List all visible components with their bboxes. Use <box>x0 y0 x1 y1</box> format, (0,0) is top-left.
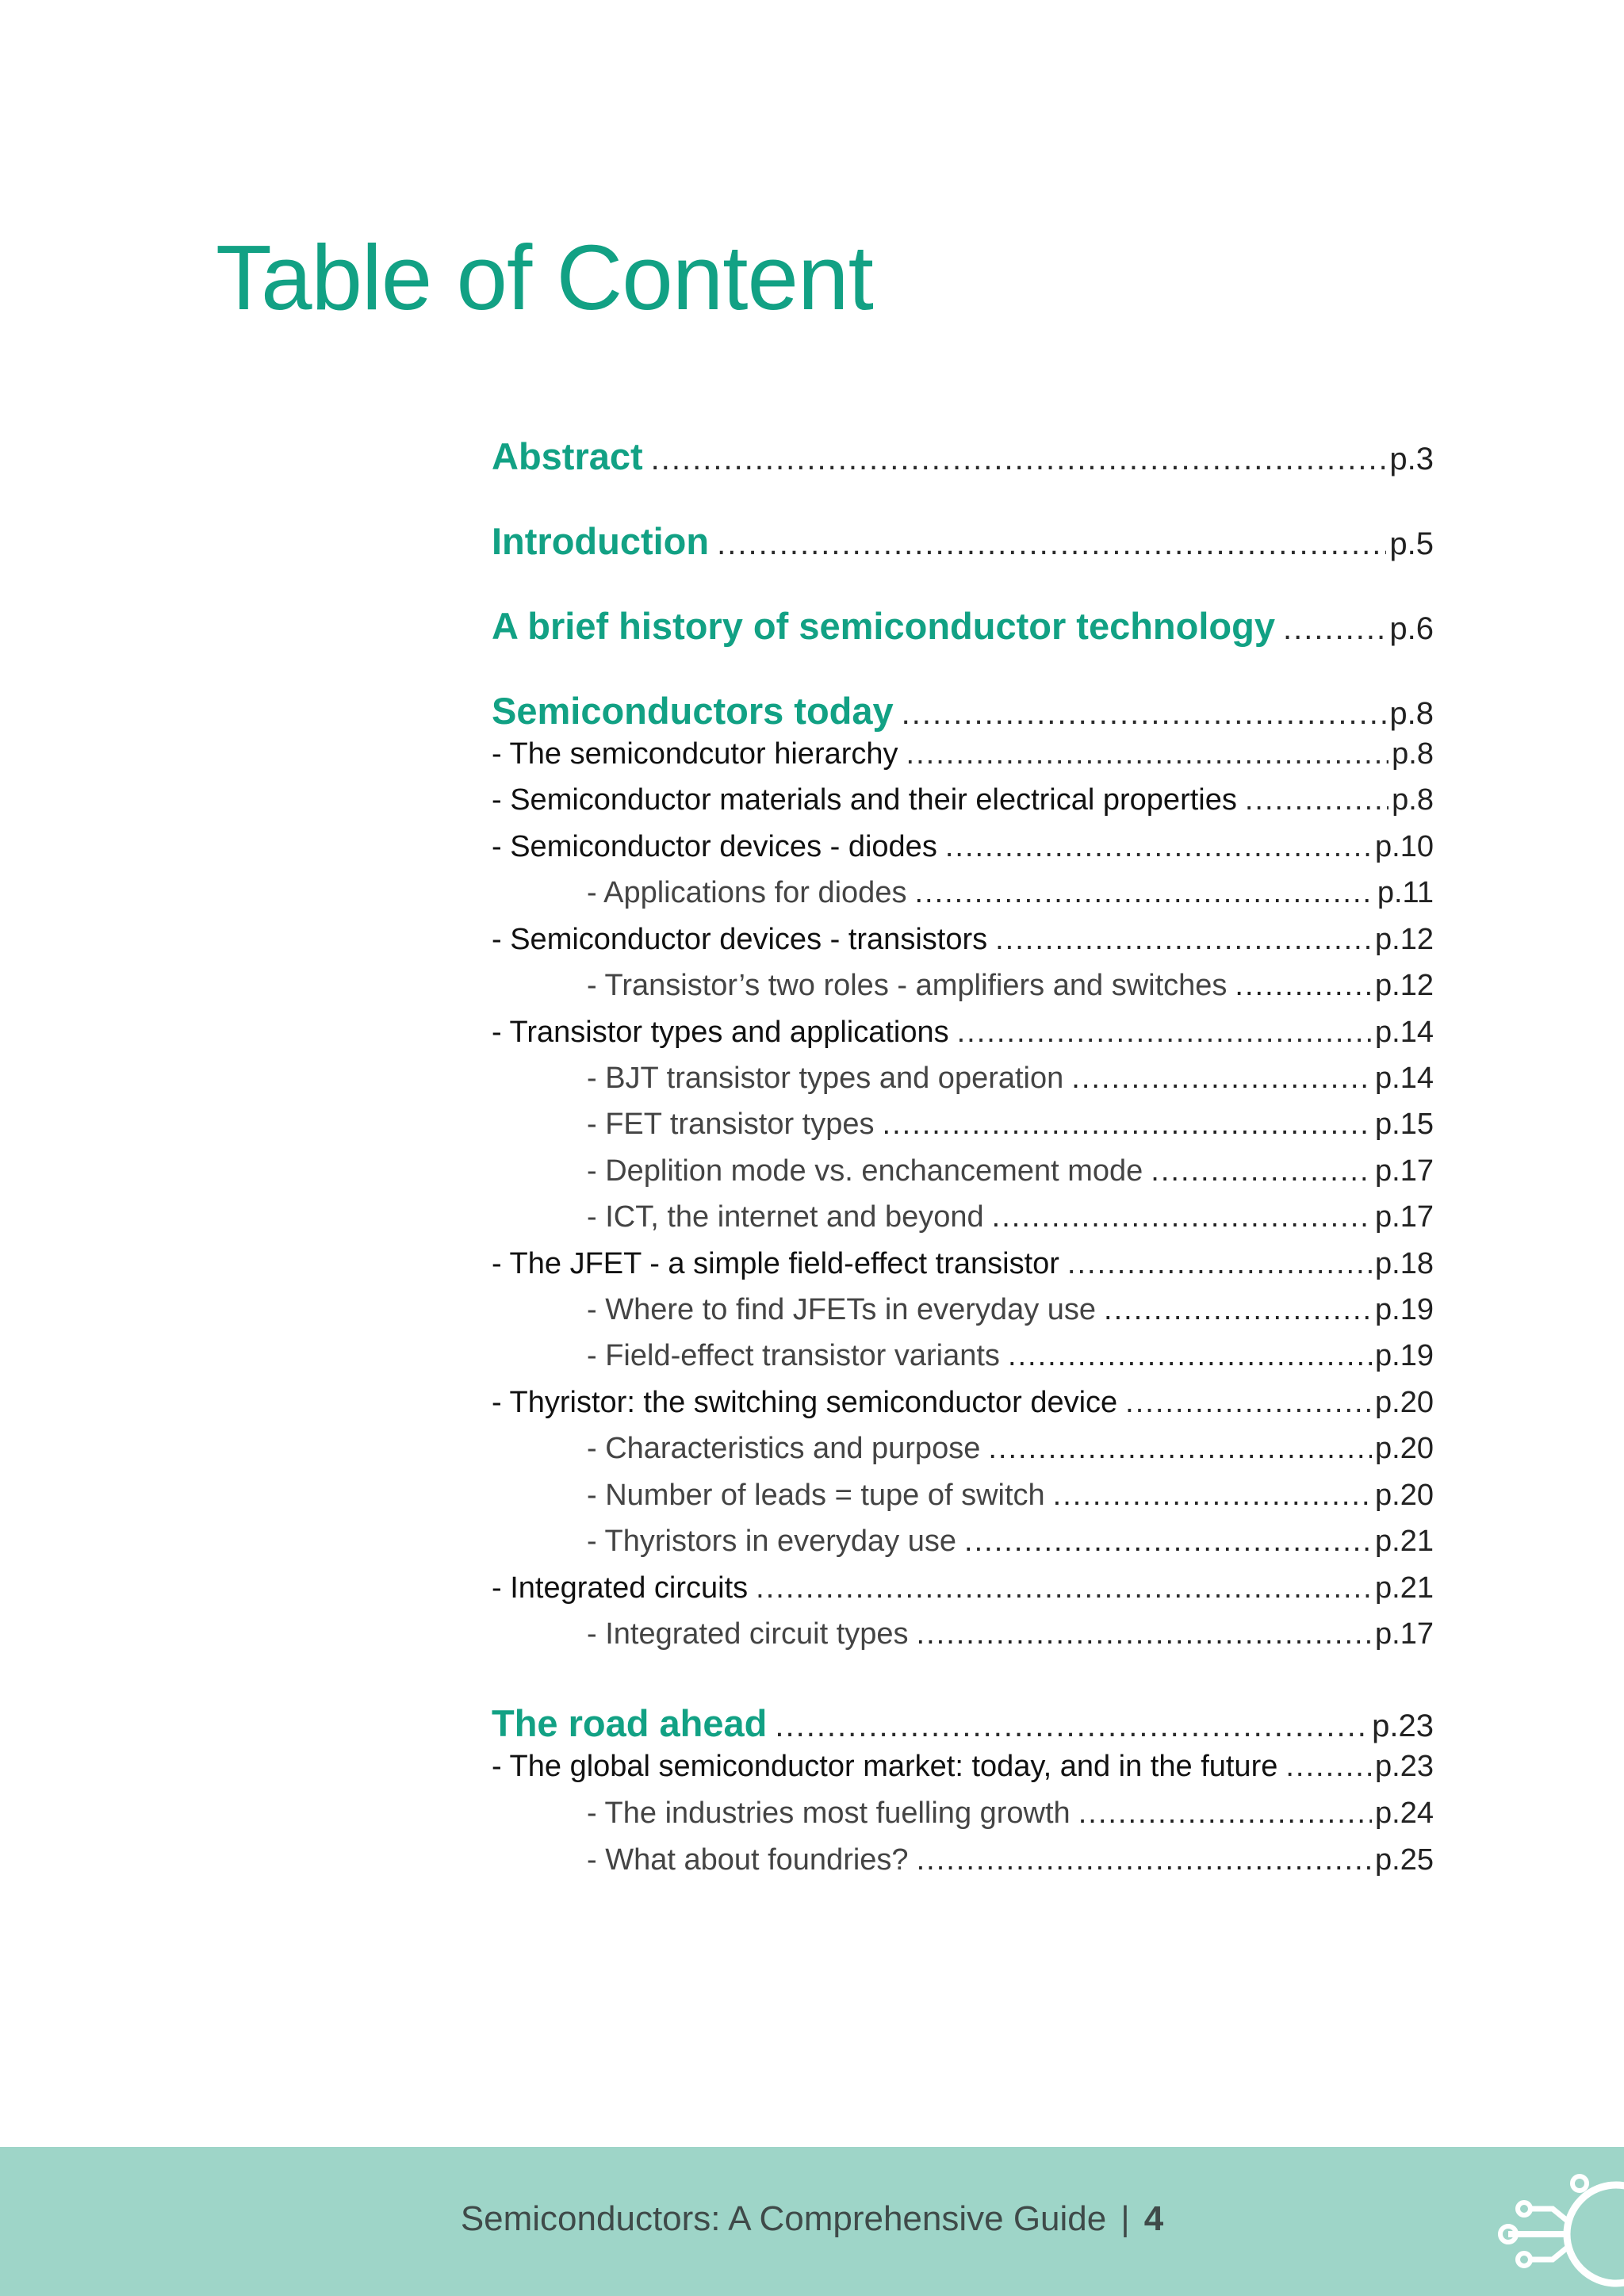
toc-entry-page: p.14 <box>1375 1016 1434 1049</box>
toc-leader-dots <box>1008 1339 1372 1373</box>
toc-entry <box>587 1479 1434 1513</box>
toc-entry-page: p.23 <box>1375 1750 1434 1783</box>
toc-leader-dots <box>1151 1154 1372 1188</box>
toc-entry-page: p.25 <box>1375 1843 1434 1877</box>
toc-entry-page: p.24 <box>1375 1797 1434 1830</box>
toc-leader-dots <box>964 1525 1372 1559</box>
toc-entry-label: - ICT, the internet and beyond <box>587 1200 984 1234</box>
toc-leader-dots <box>1125 1386 1372 1420</box>
toc-entry-page: p.20 <box>1375 1432 1434 1465</box>
toc-entry-label: - Deplition mode vs. enchancement mode <box>587 1154 1143 1188</box>
toc-entry-page: p.15 <box>1375 1108 1434 1141</box>
toc-entry <box>492 1247 1434 1281</box>
toc-leader-dots <box>1245 783 1388 817</box>
toc-entry-page: p.20 <box>1375 1386 1434 1419</box>
toc-entry-page: p.19 <box>1375 1293 1434 1326</box>
toc-entry-page: p.21 <box>1375 1571 1434 1605</box>
toc-entry <box>587 969 1434 1003</box>
toc-entry-label: Semiconductors today <box>492 690 894 732</box>
toc-entry-label: - BJT transistor types and operation <box>587 1062 1064 1095</box>
toc-leader-dots <box>902 696 1387 732</box>
toc-entry-page: p.21 <box>1375 1525 1434 1558</box>
page-title: Table of Content <box>216 226 873 329</box>
page-footer <box>0 2147 1624 2296</box>
toc-entry-page: p.19 <box>1375 1339 1434 1372</box>
toc-entry-page: p.18 <box>1375 1247 1434 1280</box>
toc-entry-page: p.3 <box>1389 442 1434 476</box>
toc-entry <box>587 1339 1434 1373</box>
toc-leader-dots <box>651 442 1387 477</box>
toc-entry-label: - Integrated circuit types <box>587 1617 909 1651</box>
toc-entry-label: - Semiconductor materials and their electrical properties <box>492 783 1237 817</box>
toc-leader-dots <box>1283 611 1386 647</box>
toc-leader-dots <box>775 1709 1369 1744</box>
toc-leader-dots <box>1078 1797 1372 1831</box>
toc-leader-dots <box>945 830 1372 864</box>
toc-entry <box>587 1293 1434 1327</box>
footer-text-line <box>0 2199 1624 2239</box>
toc-entry-page: p.8 <box>1392 783 1434 817</box>
toc-entry-label: - Thyristors in everyday use <box>587 1525 957 1558</box>
toc-entry <box>587 1200 1434 1234</box>
toc-entry-page: p.11 <box>1377 876 1434 909</box>
toc-entry-label: - The semicondcutor hierarchy <box>492 737 898 771</box>
toc-entry-label: - Number of leads = tupe of switch <box>587 1479 1045 1512</box>
toc-entry <box>492 1750 1434 1784</box>
toc-entry-label: - Integrated circuits <box>492 1571 749 1605</box>
toc-entry <box>587 1154 1434 1188</box>
toc-entry-page: p.14 <box>1375 1062 1434 1095</box>
toc-entry-page: p.12 <box>1375 923 1434 956</box>
toc-leader-dots <box>992 1200 1372 1234</box>
footer-separator: | <box>1120 2199 1130 2238</box>
toc-entry <box>587 1108 1434 1142</box>
toc-entry-label: The road ahead <box>492 1702 768 1744</box>
toc-entry <box>492 783 1434 817</box>
toc-entry <box>492 1386 1434 1420</box>
toc-entry-page: p.6 <box>1389 611 1434 646</box>
toc-entry-label: - Applications for diodes <box>587 876 907 909</box>
toc-leader-dots <box>988 1432 1372 1466</box>
toc-entry-label: - Semiconductor devices - diodes <box>492 830 937 863</box>
toc-leader-dots <box>957 1016 1372 1050</box>
toc-entry-label: - Transistor’s two roles - amplifiers and switches <box>587 969 1228 1002</box>
toc-entry-page: p.17 <box>1375 1617 1434 1651</box>
toc-entry <box>587 1617 1434 1651</box>
toc-entry-label: - What about foundries? <box>587 1843 909 1877</box>
footer-page-number: 4 <box>1143 2199 1164 2238</box>
toc-entry <box>492 689 1434 733</box>
toc-entry <box>587 1432 1434 1466</box>
toc-leader-dots <box>917 1843 1372 1877</box>
toc-entry-page: p.20 <box>1375 1479 1434 1512</box>
toc-entry <box>587 1797 1434 1831</box>
toc-leader-dots <box>906 737 1389 771</box>
toc-entry-page: p.8 <box>1389 696 1434 731</box>
toc-entry <box>492 1571 1434 1605</box>
toc-entry-label: - The industries most fuelling growth <box>587 1797 1071 1830</box>
toc-entry-page: p.17 <box>1375 1200 1434 1234</box>
footer-title: Semiconductors: A Comprehensive Guide <box>460 2199 1107 2238</box>
toc-entry <box>492 604 1434 648</box>
toc-leader-dots <box>1053 1479 1372 1513</box>
toc-leader-dots <box>995 923 1372 957</box>
toc-entry <box>492 1016 1434 1050</box>
toc-leader-dots <box>756 1571 1372 1605</box>
toc-entry-label: - Thyristor: the switching semiconductor device <box>492 1386 1118 1419</box>
toc-entry <box>492 737 1434 771</box>
toc-leader-dots <box>1067 1247 1372 1281</box>
toc-entry-label: - Characteristics and purpose <box>587 1432 981 1465</box>
circuit-logo-icon <box>1497 2161 1624 2296</box>
toc-entry-page: p.12 <box>1375 969 1434 1002</box>
toc-entry-label: Abstract <box>492 435 643 477</box>
toc-entry <box>587 1525 1434 1559</box>
toc-leader-dots <box>883 1108 1373 1142</box>
toc-entry <box>587 1843 1434 1877</box>
toc-entry-page: p.17 <box>1375 1154 1434 1188</box>
toc-entry <box>587 1062 1434 1096</box>
toc-entry-page: p.5 <box>1389 526 1434 561</box>
toc-entry <box>492 830 1434 864</box>
toc-entry-page: p.8 <box>1392 737 1434 771</box>
toc-leader-dots <box>717 526 1386 562</box>
toc-entry <box>492 1701 1434 1745</box>
toc-leader-dots <box>1104 1293 1372 1327</box>
toc-entry-label: - The JFET - a simple field-effect transistor <box>492 1247 1059 1280</box>
toc-entry <box>492 519 1434 563</box>
toc-entry-label: - The global semiconductor market: today, and in the future <box>492 1750 1278 1783</box>
toc-entry-label: - FET transistor types <box>587 1108 875 1141</box>
toc-leader-dots <box>1071 1062 1372 1096</box>
toc-entry <box>587 876 1434 910</box>
toc-entry-page: p.23 <box>1372 1709 1434 1743</box>
toc-entry <box>492 923 1434 957</box>
toc-entry-label: - Semiconductor devices - transistors <box>492 923 988 956</box>
toc-entry-label: - Field-effect transistor variants <box>587 1339 1000 1372</box>
toc-entry-label: - Transistor types and applications <box>492 1016 949 1049</box>
toc-entry-label: A brief history of semiconductor technology <box>492 605 1275 647</box>
toc-leader-dots <box>917 1617 1373 1651</box>
toc-leader-dots <box>1285 1750 1372 1784</box>
toc-entry-label: - Where to find JFETs in everyday use <box>587 1293 1097 1326</box>
toc-leader-dots <box>914 876 1373 910</box>
toc-entry-label: Introduction <box>492 520 710 562</box>
toc-entry-page: p.10 <box>1375 830 1434 863</box>
toc-leader-dots <box>1235 969 1372 1003</box>
toc-entry <box>492 434 1434 478</box>
